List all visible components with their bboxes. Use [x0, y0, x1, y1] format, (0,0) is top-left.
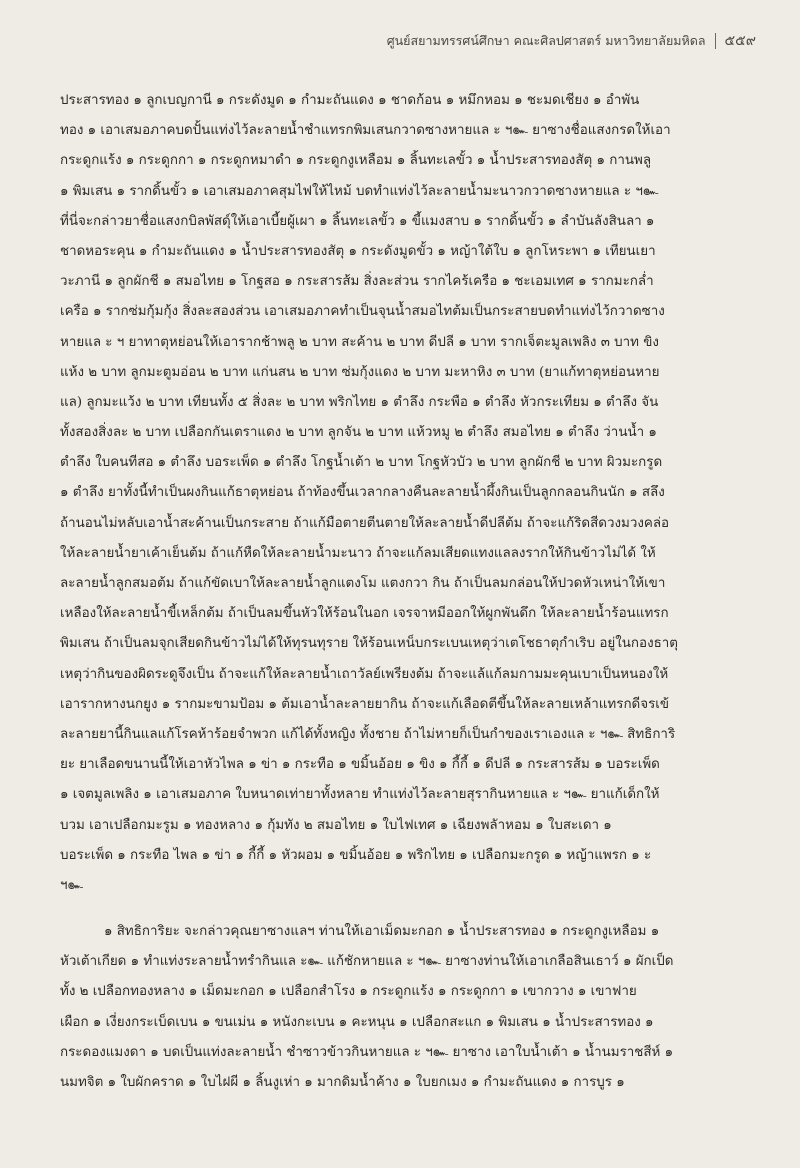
- text-line: หัวเต้าเกียด ๑ ทำแท่งระลายน้ำทรำกินแล ะ๛ แก้ชักหายแล ะ ฯ๛ ยาซางท่านให้เอาเกลือสินเธาว์ ๑ ผักเป็ด: [60, 954, 674, 970]
- text-line: เหลืองให้ละลายน้ำขี้เหล็กต้ม ถ้าเป็นลมขึ้นหัวให้ร้อนในอก เจรจาหมีออกให้ผูกพันดึก ให้ละลายน้ำร้อนแทรก: [60, 606, 669, 622]
- text-line: กระดูกแร้ง ๑ กระดูกกา ๑ กระดูกหมาดำ ๑ กระดูกงูเหลือม ๑ ลิ้นทะเลขั้ว ๑ น้ำประสารทองสัตุ ๑ กานพลู: [60, 153, 652, 169]
- text-line: หายแล ะ ฯ ยาทาตุหย่อนให้เอารากช้าพลู ๒ บาท สะค้าน ๒ บาท ดีปลี ๑ บาท รากเจ็ตะมูลเพลิง ๓ บาท ขิง: [60, 334, 659, 350]
- text-line: ฯ๛: [60, 877, 84, 893]
- text-line: ยะ ยาเลือดขนานนี้ให้เอาหัวไพล ๑ ข่า ๑ กระทือ ๑ ขมิ้นอ้อย ๑ ขิง ๑ กี้กี้ ๑ ดีปลี ๑ กระสารส้ม ๑ บอระเพ็ด: [60, 757, 660, 773]
- text-line: เหตุว่ากินของผิดระดูจึงเป็น ถ้าจะแก้ให้ละลายน้ำเถาวัลย์เพรียงต้ม ถ้าจะแล้แก้ลมกามมะคุนเบาเป็นหนองให้: [60, 666, 669, 682]
- text-line: เครือ ๑ รากซ่มกุ้มกุ้ง สิ่งละสองส่วน เอาเสมอภาคทำเป็นจุนน้ำสมอไทต้มเป็นกระสายบดทำแท่งไว้กวาดซาง: [60, 304, 665, 320]
- text-line: ประสารทอง ๑ ลูกเบญกานี ๑ กระดังมูด ๑ กำมะถันแดง ๑ ชาดก้อน ๑ หมึกหอม ๑ ชะมดเชียง ๑ อำพัน: [60, 93, 640, 108]
- text-line: บอระเพ็ด ๑ กระทือ ไพล ๑ ข่า ๑ กี้กี้ ๑ หัวผอม ๑ ขมิ้นอ้อย ๑ พริกไทย ๑ เปลือกมะกรูด ๑ หญ้าแพรก ๑ ะ: [60, 847, 652, 863]
- text-line: ละลายยานี้กินแลแก้โรคห้าร้อยจำพวก แก้ได้ทั้งหญิง ทั้งชาย ถ้าไม่หายก็เป็นกำของเราเองแล ะ ฯ๛ สิทธิการิ: [60, 726, 676, 742]
- text-line: ถ้านอนไม่หลับเอาน้ำสะค้านเป็นกระสาย ถ้าแก้มือตายตีนตายให้ละลายน้ำดีปลีต้ม ถ้าจะแก้ริดสีดวงมวงคล่อ: [60, 515, 670, 531]
- text-line: ๑ สิทธิการิยะ จะกล่าวคุณยาซางแลฯ ท่านให้เอาเม็ดมะกอก ๑ น้ำประสารทอง ๑ กระดูกงูเหลือม ๑: [104, 924, 660, 940]
- text-line: ชาดหอระคุน ๑ กำมะถันแดง ๑ น้ำประสารทองสัตุ ๑ กระดังมูดขั้ว ๑ หญ้าใต้ใบ ๑ ลูกโหระพา ๑ เทียนเยา: [60, 243, 656, 259]
- running-header: [387, 30, 756, 52]
- text-line: ๑ ตำลึง ยาทั้งนี้ทำเป็นผงกินแก้ธาตุหย่อน ถ้าท้องขึ้นเวลากลางคืนละลายน้ำผึ้งกินเป็นลูกกลอนกินนัก ๑ สลึง: [60, 485, 665, 501]
- text-line: ตำลึง ใบคนทีสอ ๑ ตำลึง บอระเพ็ด ๑ ตำลึง โกฐน้ำเต้า ๒ บาท โกฐหัวบัว ๒ บาท ลูกผักชี ๒ บาท ผิวมะกรูด: [60, 455, 663, 471]
- text-line: แห้ง ๒ บาท ลูกมะตูมอ่อน ๒ บาท แก่นสน ๒ บาท ซ่มกุ้งแดง ๒ บาท มะหาหิง ๓ บาท (ยาแก้ทาตุหย่อนหาย: [60, 364, 660, 380]
- body-text: [60, 86, 760, 1098]
- header-divider: [715, 33, 716, 49]
- header-title: ศูนย์สยามทรรศน์ศึกษา คณะศิลปศาสตร์ มหาวิทยาลัยมหิดล: [386, 33, 706, 48]
- paragraph-gap: [60, 901, 760, 917]
- text-line: บวม เอาเปลือกมะรูม ๑ ทองหลาง ๑ กุ้มทัง ๒ สมอไทย ๑ ใบไฟเทศ ๑ เฉียงพลัาหอม ๑ ใบสะเดา ๑: [60, 817, 612, 833]
- text-line: ทอง ๑ เอาเสมอภาคบดปั้นแท่งไว้ละลายน้ำชำแทรกพิมเสนกวาดซางหายแล ะ ฯ๛ ยาซางชื่อแสงกรดให้เอา: [60, 123, 671, 139]
- text-line: ที่นี่จะกล่าวยาชื่อแสงกบิลพัสดุ์ให้เอาเบี้ยผู้เผา ๑ ลิ้นทะเลขั้ว ๑ ขี้แมงสาบ ๑ รากดิ้นขั้ว ๑ ลำบันลังสินลา ๑: [60, 213, 655, 229]
- paragraph-1: [60, 86, 760, 901]
- text-line: แล) ลูกมะแว้ง ๒ บาท เทียนทั้ง ๕ สิ่งละ ๒ บาท พริกไทย ๑ ตำลึง กระพือ ๑ ตำลึง หัวกระเทียม ๑ ตำลึง จัน: [60, 394, 659, 410]
- paragraph-2: [60, 917, 760, 1098]
- text-line: ๑ พิมเสน ๑ รากดิ้นขั้ว ๑ เอาเสมอภาคสุมไฟให้ไหม้ บดทำแท่งไว้ละลายน้ำมะนาวกวาดซางหายแล ะ ฯ๛: [60, 183, 659, 199]
- text-line: พิมเสน ถ้าเป็นลมจุกเสียดกินข้าวไม่ได้ให้ทุรนทุราย ให้ร้อนเหน็บกระเบนเหตุว่าเตโชธาตุกำเริบ อยู่ในกองธาตุ: [60, 636, 678, 652]
- text-line: ๑ เจตมูลเพลิง ๑ เอาเสมอภาค ใบหนาดเท่ายาทั้งหลาย ทำแท่งไว้ละลายสุรากินหายแล ะ ฯ๛ ยาแก้เด็กให้: [60, 787, 660, 803]
- text-line: ให้ละลายน้ำยาเค้าเย็นต้ม ถ้าแก้หืดให้ละลายน้ำมะนาว ถ้าจะแก้ลมเสียดแทงแลลงรากให้กินข้าวไม่ได้ ให้: [60, 545, 656, 561]
- text-line: ทั้งสองสิ่งละ ๒ บาท เปลือกกันเตราแดง ๒ บาท ลูกจัน ๒ บาท แห้วหมู ๒ ตำลึง สมอไทย ๑ ตำลึง ว่านน้ำ ๑: [60, 425, 657, 441]
- text-line: วะภานี ๑ ลูกผักชี ๑ สมอไทย ๑ โกฐสอ ๑ กระสารส้ม สิ่งละส่วน รากไคร้เครือ ๑ ชะเอมเทศ ๑ รากมะกล่ำ: [60, 274, 654, 290]
- text-line: เอารากหางนกยูง ๑ รากมะขามป้อม ๑ ต้มเอาน้ำละลายยากิน ถ้าจะแก้เลือดตีขึ้นให้ละลายเหล้าแทรกดีจรเข้: [60, 696, 670, 712]
- page-number: ๕๕๙: [724, 33, 756, 49]
- text-line: กระดองแมงดา ๑ บดเป็นแท่งละลายน้ำ ชำซาวข้าวกินหายแล ะ ฯ๛ ยาซาง เอาใบน้ำเต้า ๑ น้ำนมราชสีห์ ๑: [60, 1044, 674, 1060]
- text-line: เผือก ๑ เงี่ยงกระเบ็ดเบน ๑ ขนเม่น ๑ หนังกะเบน ๑ คะหนุน ๑ เปลือกสะแก ๑ พิมเสน ๑ น้ำประสารทอง ๑: [60, 1014, 654, 1030]
- text-line: ละลายน้ำลูกสมอต้ม ถ้าแก้ขัดเบาให้ละลายน้ำลูกแตงโม แตงกวา กิน ถ้าเป็นลมกล่อนให้ปวดหัวเหน่าให้เขา: [60, 576, 666, 591]
- text-line: ทั้ง ๒ เปลือกทองหลาง ๑ เม็ดมะกอก ๑ เปลือกสำโรง ๑ กระดูกแร้ง ๑ กระดูกกา ๑ เขากวาง ๑ เขาฟาย: [60, 984, 637, 1000]
- text-line: นมทจิต ๑ ใบผักคราด ๑ ใบไฝผี ๑ ลิ้นงูเห่า ๑ มากดิมน้ำค้าง ๑ ใบยกเมง ๑ กำมะถันแดง ๑ การบูร ๑: [60, 1075, 625, 1090]
